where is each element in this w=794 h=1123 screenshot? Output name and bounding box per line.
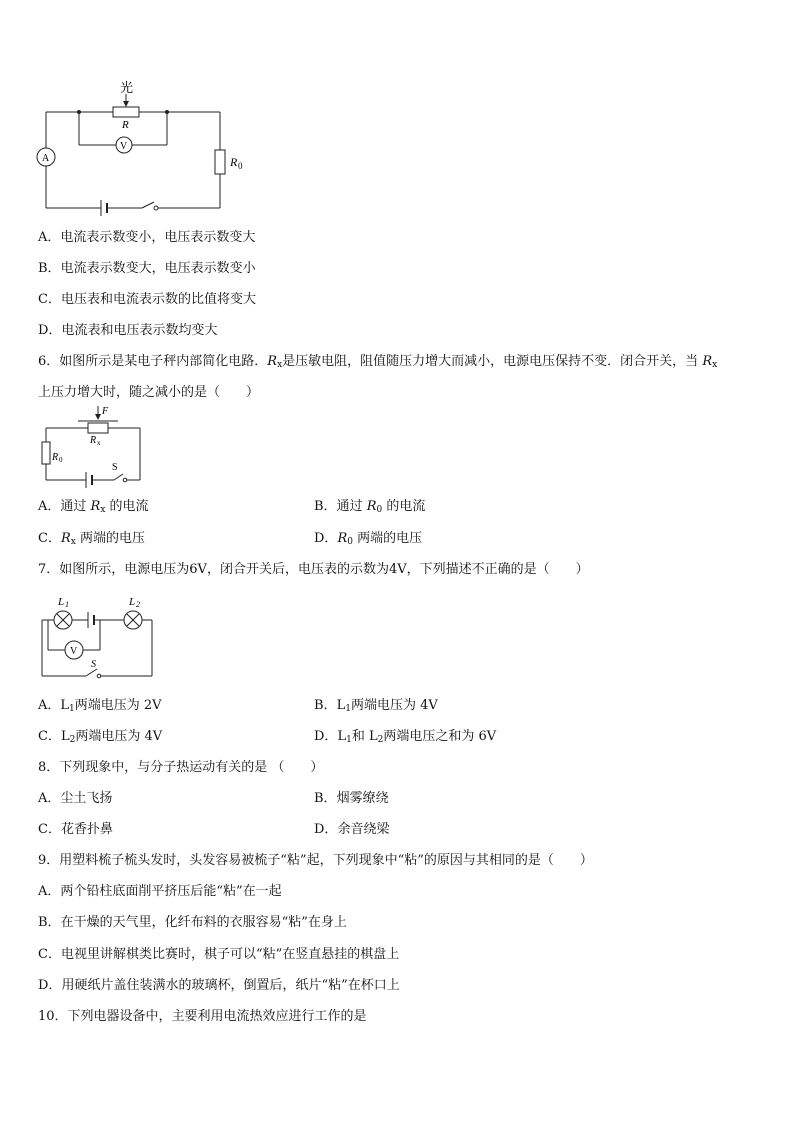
- q9-stem: 9．用塑料梳子梳头发时，头发容易被梳子“粘”起，下列现象中“粘”的原因与其相同的是（ ）: [38, 853, 593, 868]
- q5-option-b: B．电流表示数变大，电压表示数变小: [38, 261, 256, 276]
- q5-resistor-r0: [215, 150, 225, 174]
- q6-resistor-rx: [88, 423, 108, 433]
- q6-resistor-r0: [42, 442, 50, 464]
- q7-voltmeter-label: V: [70, 646, 78, 657]
- q5-ammeter-label: A: [42, 153, 50, 164]
- q8-stem: 8．下列现象中，与分子热运动有关的是 （ ）: [38, 760, 324, 775]
- q5-switch-icon: [142, 202, 154, 208]
- q6-switch-label: S: [112, 462, 118, 473]
- q6-stem-line1: 6．如图所示是某电子秤内部简化电路．$R_x$是压敏电阻，阻值随压力增大而减小，电源电压保持不变．闭合开关，当 $R_x$: [38, 354, 718, 370]
- q6-rx-label: R: [90, 435, 97, 446]
- q5-r0-sub: 0: [238, 161, 243, 171]
- q7-stem: 7．如图所示，电源电压为6V，闭合开关后，电压表的示数为4V，下列描述不正确的是（ ）: [38, 562, 589, 577]
- q6-rx-sub: x: [97, 439, 101, 447]
- q6-stem-line2: 上压力增大时，随之减小的是（ ）: [38, 385, 260, 400]
- q6-option-b: B．通过 $R_0$ 的电流: [314, 499, 426, 515]
- q9-option-c: C．电视里讲解棋类比赛时，棋子可以“粘”在竖直悬挂的棋盘上: [38, 947, 400, 962]
- q10-stem: 10．下列电器设备中，主要利用电流热效应进行工作的是: [38, 1009, 367, 1024]
- q6-switch-icon: [114, 474, 123, 480]
- q7-option-b: B．$L_1$两端电压为 4V: [314, 698, 438, 714]
- q8-option-a: A．尘土飞扬: [38, 791, 113, 806]
- q7-circuit-diagram: [38, 592, 158, 684]
- q9-option-b: B．在干燥的天气里，化纤布料的衣服容易“粘”在身上: [38, 915, 347, 930]
- q7-l1-label: L: [58, 596, 65, 608]
- q9-option-a: A．两个铅柱底面削平挤压后能“粘”在一起: [38, 884, 282, 899]
- q6-option-a: A．通过 $R_x$ 的电流: [38, 499, 149, 515]
- q6-force-label: F: [102, 406, 109, 417]
- q8-option-b: B．烟雾缭绕: [314, 791, 389, 806]
- q7-option-a: A．$L_1$两端电压为 2V: [38, 698, 162, 714]
- q5-circuit-diagram: [34, 78, 254, 218]
- q5-voltmeter-label: V: [120, 141, 128, 152]
- q8-option-d: D．余音绕梁: [314, 822, 390, 837]
- q7-switch-label: S: [91, 659, 96, 670]
- q7-option-d: D．$L_1$和 $L_2$两端电压之和为 6V: [314, 729, 497, 745]
- q5-light-label: 光: [120, 80, 134, 95]
- q7-option-c: C．$L_2$两端电压为 4V: [38, 729, 163, 745]
- q6-circuit-diagram: [38, 404, 148, 490]
- q7-l1-sub: 1: [65, 600, 69, 609]
- q9-option-d: D．用硬纸片盖住装满水的玻璃杯，倒置后，纸片“粘”在杯口上: [38, 978, 400, 993]
- q6-option-d: D．$R_0$ 两端的电压: [314, 531, 423, 547]
- q7-l2-label: L: [129, 596, 136, 608]
- q5-resistor-label: R: [122, 119, 129, 131]
- q6-r0-sub: 0: [59, 456, 63, 464]
- q6-force-arrow-icon: [95, 414, 101, 420]
- q7-switch-icon: [86, 669, 97, 676]
- q5-photoresistor: [113, 107, 139, 117]
- q6-option-c: C．$R_x$ 两端的电压: [38, 531, 145, 547]
- q5-option-a: A．电流表示数变小，电压表示数变大: [38, 230, 256, 245]
- q6-r0-label: R: [52, 452, 59, 463]
- q5-option-d: D．电流表和电压表示数均变大: [38, 323, 218, 338]
- q7-l2-sub: 2: [136, 600, 140, 609]
- q8-option-c: C．花香扑鼻: [38, 822, 113, 837]
- q5-r0-label: R: [230, 155, 238, 169]
- q5-option-c: C．电压表和电流表示数的比值将变大: [38, 292, 256, 307]
